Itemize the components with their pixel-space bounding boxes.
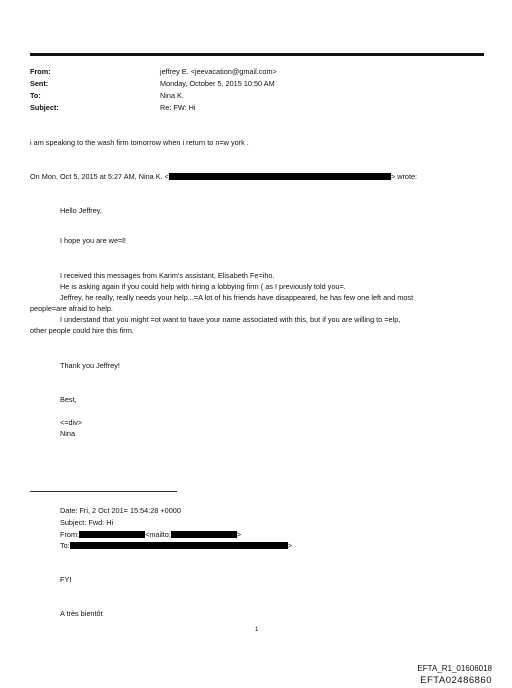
paragraph-1: I received this messages from Karim's assistant, Elisabeth Fe=iho. — [60, 271, 275, 280]
subject-label: Subject: — [30, 103, 59, 112]
redaction-block — [169, 173, 391, 180]
quote-intro-start: On Mon, Oct 5, 2015 at 5:27 AM, Nina K. < — [30, 172, 169, 181]
fwd-to — [60, 541, 292, 551]
thanks-line: Thank you Jeffrey! — [60, 361, 120, 370]
fwd-from — [60, 530, 241, 540]
paragraph-3a: Jeffrey, he really, really needs your help...=A lot of his friends have disappeared, he has few one left and most — [60, 293, 414, 302]
to-label: To: — [30, 91, 41, 100]
separator-line — [30, 491, 177, 492]
paragraph-3b: people=are afraid to help. — [30, 304, 113, 313]
quote-intro-end: > wrote: — [390, 172, 418, 181]
redaction-block — [171, 531, 237, 538]
fwd-mailto: <mailto: — [145, 530, 171, 539]
to-value: Nina K. — [160, 91, 184, 100]
closing-line: A très bientôt — [60, 609, 103, 618]
header-rule — [30, 53, 484, 56]
best-line: Best, — [60, 395, 77, 404]
fwd-from-label: From: — [60, 530, 80, 539]
greeting: Hello Jeffrey, — [60, 206, 102, 215]
fwd-mailto-end: > — [236, 530, 242, 539]
sent-value: Monday, October 5, 2015 10:50 AM — [160, 79, 275, 88]
fwd-subject: Subject: Fwd: Hi — [60, 518, 114, 527]
redaction-block — [70, 542, 288, 549]
quote-intro — [30, 172, 417, 182]
subject-value: Re: FW: Hi — [160, 103, 196, 112]
footer-id-1: EFTA_R1_01606018 — [417, 664, 492, 673]
fyi-line: FYI — [60, 575, 72, 584]
redaction-block — [79, 531, 145, 538]
from-label: From: — [30, 67, 51, 76]
paragraph-2: He is asking again if you could help with hiring a lobbying firm ( as I previously told you=. — [60, 282, 346, 291]
paragraph-4a: I understand that you might =ot want to have your name associated with this, but if you are willing to =elp, — [60, 315, 401, 324]
page-number: 1 — [255, 627, 259, 633]
div-tag: <=div> — [60, 418, 83, 427]
signature: Nina — [60, 429, 76, 438]
fwd-to-end: > — [287, 541, 292, 550]
from-value: jeffrey E. <jeevacation@gmail.com> — [160, 67, 277, 76]
paragraph-4b: other people could hire this firm. — [30, 326, 134, 335]
reply-text: i am speaking to the wash firm tomorrow when i return to n=w york . — [30, 138, 249, 147]
fwd-to-label: To: — [60, 541, 70, 550]
footer-id-2: EFTA02486860 — [420, 675, 492, 686]
sent-label: Sent: — [30, 79, 49, 88]
fwd-date: Date: Fri, 2 Oct 201= 15:54:28 +0000 — [60, 506, 181, 515]
hope-line: I hope you are we=l! — [60, 236, 126, 245]
